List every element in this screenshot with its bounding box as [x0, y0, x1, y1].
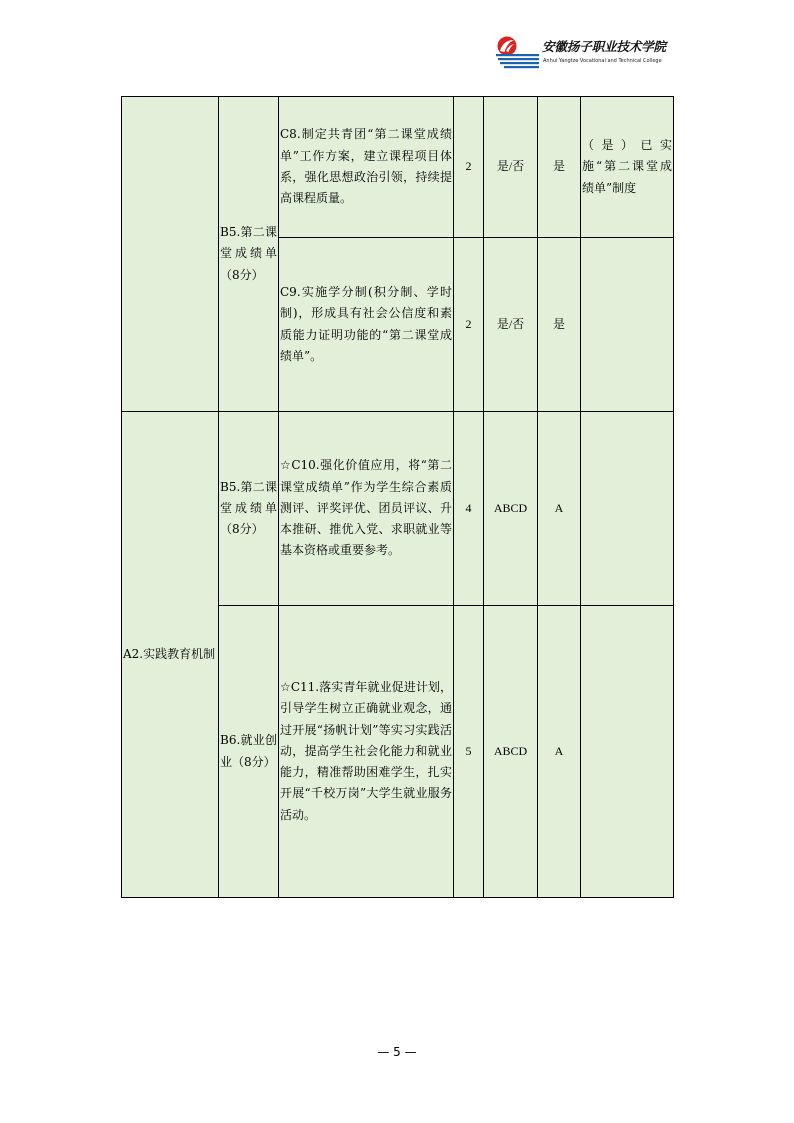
criterion-cell: ☆C11.落实青年就业促进计划，引导学生树立正确就业观念，通过开展“扬帆计划”等实习实践活动，提高学生社会化能力和就业能力，精准帮助困难学生，扎实开展“千校万岗”大学生就业服务活动。 — [279, 606, 454, 898]
table-row — [122, 97, 674, 238]
options-cell: ABCD — [484, 606, 538, 898]
note-cell — [581, 238, 674, 412]
table-row — [122, 412, 674, 606]
score-cell: 4 — [454, 412, 484, 606]
self-eval-cell: A — [538, 412, 581, 606]
level-a-cell — [122, 97, 219, 412]
score-cell: 5 — [454, 606, 484, 898]
options-cell: 是/否 — [484, 97, 538, 238]
options-cell: 是/否 — [484, 238, 538, 412]
page-number: — 5 — — [377, 1045, 417, 1059]
criterion-cell: ☆C10.强化价值应用，将“第二课堂成绩单”作为学生综合素质测评、评奖评优、团员评议、升本推研、推优入党、求职就业等基本资格或重要参考。 — [279, 412, 454, 606]
college-emblem-icon — [495, 36, 541, 70]
self-eval-cell: A — [538, 606, 581, 898]
note-cell: （是）已实施“第二课堂成绩单”制度 — [581, 97, 674, 238]
note-cell — [581, 412, 674, 606]
logo-name-en: Anhui Yangtze Vocational and Technical College — [543, 58, 662, 64]
level-b-cell: B5.第二课堂成绩单（8分） — [219, 97, 279, 412]
criterion-cell: C8.制定共青团“第二课堂成绩单”工作方案，建立课程项目体系，强化思想政治引领，持续提高课程质量。 — [279, 97, 454, 238]
logo-name-cn: 安徽扬子职业技术学院 — [542, 39, 666, 54]
level-a-cell: A2.实践教育机制 — [122, 412, 219, 898]
score-cell: 2 — [454, 238, 484, 412]
self-eval-cell: 是 — [538, 97, 581, 238]
options-cell: ABCD — [484, 412, 538, 606]
level-b-cell: B5.第二课堂成绩单（8分） — [219, 412, 279, 606]
evaluation-table — [121, 96, 674, 898]
self-eval-cell: 是 — [538, 238, 581, 412]
level-b-cell: B6.就业创业（8分） — [219, 606, 279, 898]
score-cell: 2 — [454, 97, 484, 238]
college-logo — [495, 36, 667, 70]
note-cell — [581, 606, 674, 898]
criterion-cell: C9.实施学分制(积分制、学时制)，形成具有社会公信度和素质能力证明功能的“第二课堂成绩单”。 — [279, 238, 454, 412]
